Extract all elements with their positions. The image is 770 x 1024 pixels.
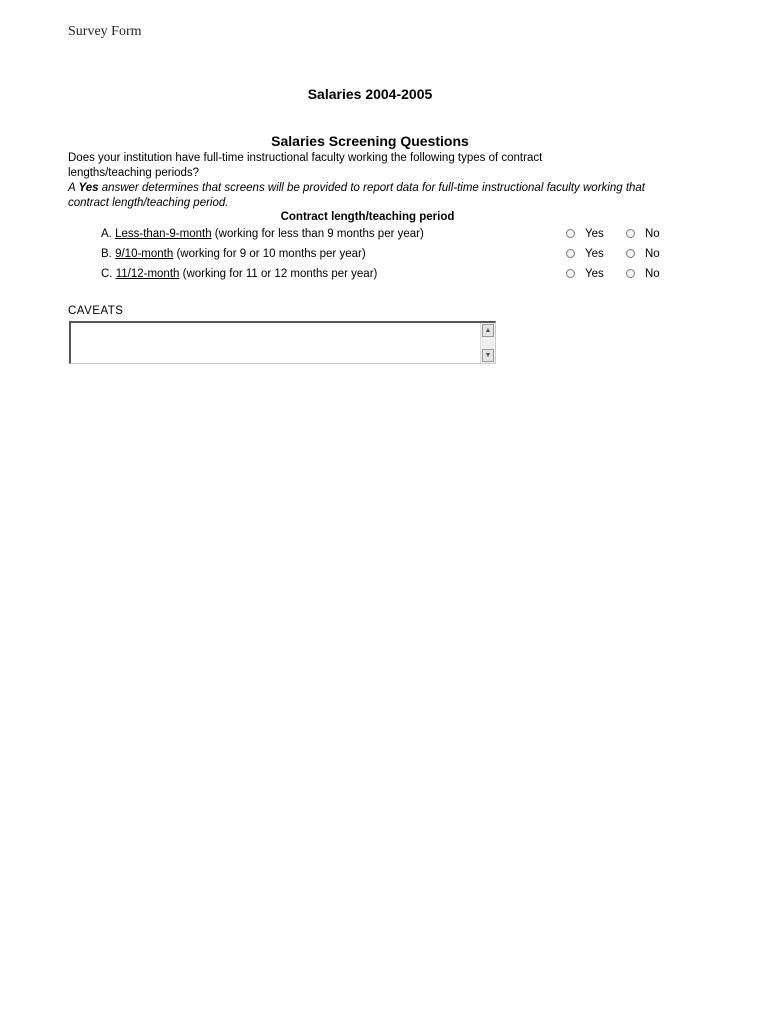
- radio-circle-icon[interactable]: [566, 249, 575, 258]
- radio-circle-icon[interactable]: [626, 249, 635, 258]
- radio-yes-c[interactable]: [566, 268, 604, 280]
- caveats-textarea[interactable]: [69, 321, 496, 364]
- radio-yes-label: Yes: [585, 228, 604, 240]
- up-arrow-icon[interactable]: ▲: [482, 324, 494, 337]
- note-prefix: A: [68, 182, 79, 194]
- radio-circle-icon[interactable]: [626, 269, 635, 278]
- note-rest: answer determines that screens will be provided to report data for full-time instructional faculty working that contract length/teaching period.: [68, 182, 646, 209]
- row-term: Less-than-9-month: [115, 228, 212, 240]
- radio-no-c[interactable]: [626, 268, 660, 280]
- question-text: Does your institution have full-time instructional faculty working the following types of contract lengths/teaching periods?: [68, 152, 543, 179]
- radio-no-label: No: [645, 248, 660, 260]
- row-description: (working for 9 or 10 months per year): [173, 248, 366, 260]
- contract-row-a: [101, 228, 424, 240]
- radio-circle-icon[interactable]: [626, 229, 635, 238]
- page-title: Salaries 2004-2005: [307, 86, 433, 102]
- row-term: 9/10-month: [115, 248, 174, 260]
- table-header: Contract length/teaching period: [280, 211, 455, 223]
- radio-no-a[interactable]: [626, 228, 660, 240]
- down-arrow-icon[interactable]: ▼: [482, 349, 494, 362]
- caveats-scrollbar[interactable]: [480, 323, 495, 363]
- radio-yes-b[interactable]: [566, 248, 604, 260]
- contract-row-b: [101, 248, 366, 260]
- row-letter: A.: [101, 228, 112, 240]
- radio-circle-icon[interactable]: [566, 229, 575, 238]
- radio-yes-label: Yes: [585, 268, 604, 280]
- radio-no-b[interactable]: [626, 248, 660, 260]
- row-description: (working for less than 9 months per year): [211, 228, 424, 240]
- radio-yes-label: Yes: [585, 248, 604, 260]
- note-emphasis: Yes: [78, 182, 99, 194]
- row-letter: C.: [101, 268, 113, 280]
- radio-no-label: No: [645, 268, 660, 280]
- contract-row-c: [101, 268, 377, 280]
- radio-no-label: No: [645, 228, 660, 240]
- row-description: (working for 11 or 12 months per year): [179, 268, 378, 280]
- radio-yes-a[interactable]: [566, 228, 604, 240]
- page-header-label: Survey Form: [68, 24, 142, 39]
- caveats-label: CAVEATS: [68, 305, 124, 317]
- radio-circle-icon[interactable]: [566, 269, 575, 278]
- section-title: Salaries Screening Questions: [271, 133, 469, 149]
- row-letter: B.: [101, 248, 112, 260]
- row-term: 11/12-month: [115, 268, 180, 280]
- instruction-note: [68, 181, 658, 210]
